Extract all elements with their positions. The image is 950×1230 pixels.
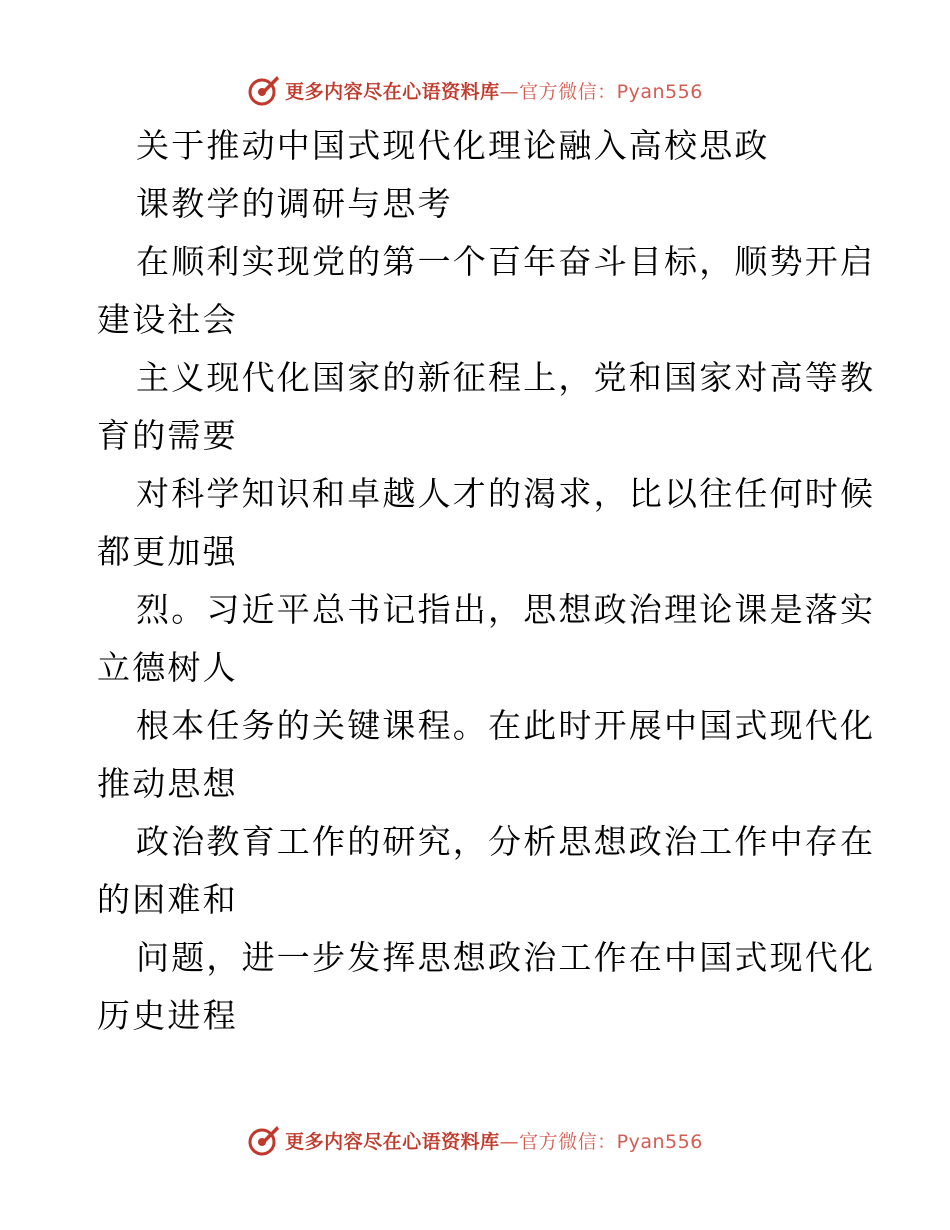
quill-pen-circle-icon [247, 1123, 281, 1157]
watermark-text: 更多内容尽在心语资料库—官方微信：Pyan556 [285, 80, 703, 103]
paragraph-line: 对科学知识和卓越人才的渴求，比以往任何时候 [136, 474, 876, 513]
paragraph-line: 在顺利实现党的第一个百年奋斗目标，顺势开启 [136, 242, 876, 281]
watermark-text: 更多内容尽在心语资料库—官方微信：Pyan556 [285, 1130, 703, 1153]
paragraph-line: 主义现代化国家的新征程上，党和国家对高等教 [136, 358, 876, 397]
quill-pen-circle-icon [247, 73, 281, 107]
paragraph-line: 历史进程 [97, 996, 238, 1035]
document-title-line-1: 关于推动中国式现代化理论融入高校思政 [136, 126, 770, 165]
paragraph-line: 推动思想 [97, 764, 238, 803]
footer-watermark [0, 1120, 950, 1160]
header-watermark [0, 70, 950, 110]
paragraph-line: 都更加强 [97, 532, 238, 571]
paragraph-line: 政治教育工作的研究，分析思想政治工作中存在 [136, 822, 876, 861]
paragraph-line: 的困难和 [97, 880, 238, 919]
paragraph-line: 立德树人 [97, 648, 238, 687]
paragraph-line: 烈。习近平总书记指出，思想政治理论课是落实 [136, 590, 876, 629]
paragraph-line: 建设社会 [97, 300, 238, 339]
document-title-line-2: 课教学的调研与思考 [136, 184, 453, 223]
paragraph-line: 育的需要 [97, 416, 238, 455]
paragraph-line: 根本任务的关键课程。在此时开展中国式现代化 [136, 706, 876, 745]
paragraph-line: 问题，进一步发挥思想政治工作在中国式现代化 [136, 938, 876, 977]
